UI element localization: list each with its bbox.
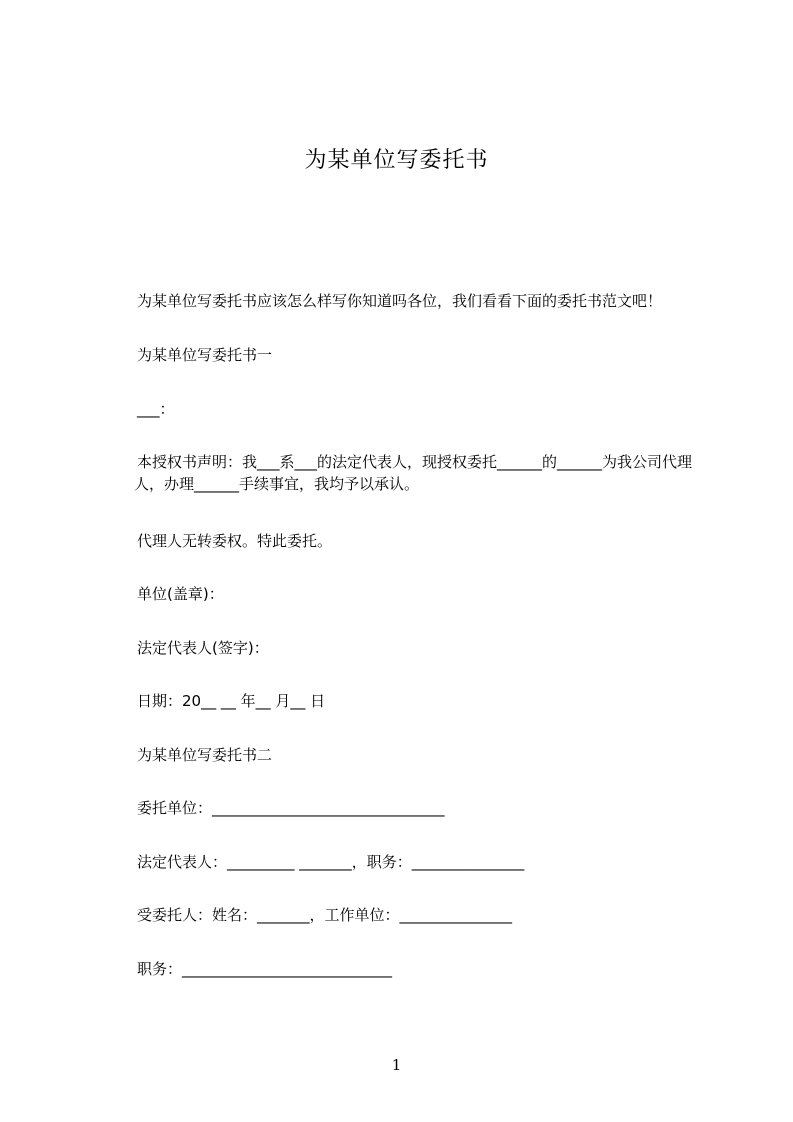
document-title: 为某单位写委托书	[304, 148, 489, 173]
legal-rep-signature-line: 法定代表人(签字)：	[137, 639, 269, 657]
no-subdelegation-line: 代理人无转委权。特此委托。	[137, 532, 333, 550]
authorization-statement: 本授权书声明：我___系___的法定代表人，现授权委托______的______为我公司代理人，办理______手续事宜，我均予以承认。	[134, 453, 693, 493]
legal-rep-position-line: 法定代表人：_________ _______，职务：_______________	[137, 853, 525, 871]
date-line: 日期：20__ __ 年__ 月__ 日	[137, 692, 326, 710]
page-number: 1	[391, 1056, 402, 1074]
section-heading-2: 为某单位写委托书二	[137, 746, 273, 764]
trustee-position-line: 职务：____________________________	[137, 960, 393, 978]
trustee-line: 受委托人：姓名：_______，工作单位：_______________	[137, 906, 513, 924]
section-heading-1: 为某单位写委托书一	[137, 346, 273, 364]
addressee-line: ___：	[137, 400, 175, 418]
entrusting-unit-line: 委托单位：_______________________________	[137, 799, 445, 817]
unit-seal-line: 单位(盖章)：	[137, 585, 224, 603]
intro-paragraph: 为某单位写委托书应该怎么样写你知道吗各位，我们看看下面的委托书范文吧！	[137, 292, 663, 310]
